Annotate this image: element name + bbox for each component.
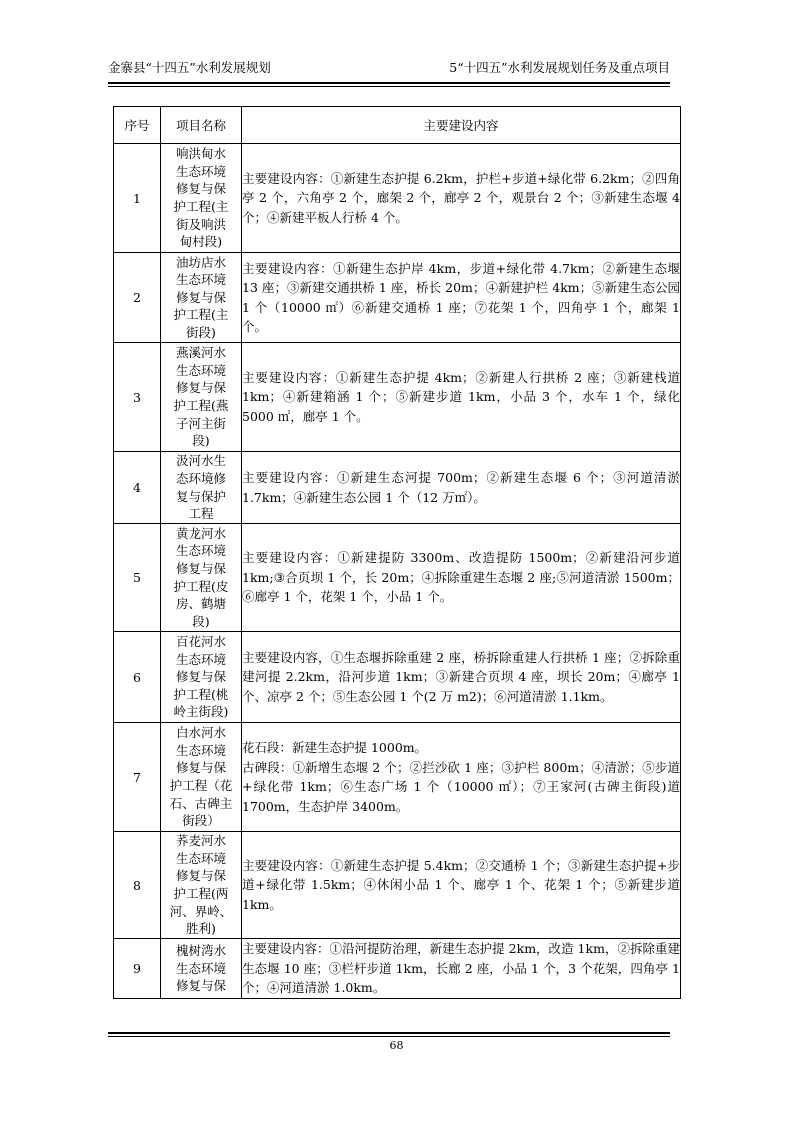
project-name-line: 护工程（花 bbox=[169, 778, 233, 793]
cell-number: 2 bbox=[114, 253, 161, 343]
project-name-line: 修复与保 bbox=[175, 380, 226, 396]
table-row bbox=[114, 939, 681, 999]
content-paragraph: 花石段：新建生态护提 1000m。 bbox=[242, 740, 428, 755]
cell-number: 6 bbox=[114, 632, 161, 723]
project-name-line: 街段) bbox=[186, 324, 216, 340]
cell-project-name bbox=[161, 144, 242, 253]
page-number: 68 bbox=[389, 1039, 404, 1052]
header-rule-thin bbox=[108, 86, 670, 87]
project-name-line: 石、古碑主 bbox=[169, 795, 233, 811]
project-name-line: 子河主街 bbox=[175, 415, 226, 431]
project-name-line: 生态环境 bbox=[175, 651, 226, 667]
header-rule bbox=[108, 82, 670, 84]
project-name-line: 护工程(主 bbox=[173, 199, 229, 214]
project-name-line: 修复与保 bbox=[175, 669, 226, 685]
project-name-line: 荞麦河水 bbox=[175, 833, 226, 849]
project-name-line: 胜利) bbox=[186, 921, 216, 937]
footer-rule-thin bbox=[108, 1036, 670, 1037]
project-name-line: 燕溪河水 bbox=[175, 345, 226, 361]
cell-number: 8 bbox=[114, 832, 161, 939]
cell-project-name bbox=[161, 632, 242, 723]
project-name-line: 甸村段) bbox=[179, 234, 223, 250]
project-name-line: 房、鹤塘 bbox=[175, 596, 226, 612]
project-name-line: 段) bbox=[192, 613, 210, 629]
page-header bbox=[108, 58, 670, 78]
table-row bbox=[114, 632, 681, 723]
project-name-line: 护工程(两 bbox=[173, 886, 229, 901]
cell-construction-content bbox=[242, 723, 681, 832]
content-paragraph: 主要建设内容：①新建提防 3300m、改造提防 1500m；②新建沿河步道 1km;③合页坝 1 个，长 20m；④拆除重建生态堰 2 座;⑤河道清淤 1500m；⑥廊亭 1 个，花架 1 个，小品 1 个。 bbox=[242, 550, 680, 605]
project-name-line: 街段） bbox=[182, 813, 220, 829]
cell-number: 5 bbox=[114, 524, 161, 632]
project-name-line: 百花河水 bbox=[175, 634, 226, 650]
content-paragraph: 古碑段：①新增生态堰 2 个；②拦沙砍 1 座；③护栏 800m；④清淤；⑤步道+绿化带 1km；⑥生态广场 1 个（10000 ㎡）；⑦王家河(古碑主街段)道 1700m，生态护岸 3400m。 bbox=[242, 759, 680, 814]
cell-project-name bbox=[161, 524, 242, 632]
table-row bbox=[114, 253, 681, 343]
content-paragraph: 主要建设内容：①新建生态护提 6.2km，护栏+步道+绿化带 6.2km；②四角亭 2 个，六角亭 2 个，廊架 2 个，廊亭 2 个，观景台 2 个；③新建生态堰 4 个；④新建平板人行桥 4 个。 bbox=[242, 170, 680, 225]
project-name-line: 生态环境 bbox=[175, 163, 226, 179]
cell-construction-content bbox=[242, 524, 681, 632]
cell-construction-content bbox=[242, 452, 681, 524]
cell-project-name bbox=[161, 343, 242, 452]
table-row bbox=[114, 723, 681, 832]
content-paragraph: 主要建设内容：①新建生态护提 5.4km；②交通桥 1 个；③新建生态护提+步道+绿化带 1.5km；④休闲小品 1 个、廊亭 1 个、花架 1 个；⑤新建步道 1km。 bbox=[242, 857, 680, 912]
table-row bbox=[114, 832, 681, 939]
cell-construction-content bbox=[242, 832, 681, 939]
cell-construction-content bbox=[242, 253, 681, 343]
project-name-line: 修复与保 bbox=[175, 868, 226, 884]
cell-number: 3 bbox=[114, 343, 161, 452]
cell-number: 4 bbox=[114, 452, 161, 524]
content-paragraph: 主要建设内容：①新建生态护提 4km；②新建人行拱桥 2 座；③新建栈道 1km；④新建箱涵 1 个；⑤新建步道 1km，小品 3 个，水车 1 个，绿化 5000 ㎡，廊亭 1 个。 bbox=[242, 369, 680, 424]
project-name-line: 护工程(桃 bbox=[173, 686, 229, 702]
project-name-line: 油坊店水 bbox=[175, 254, 226, 270]
project-name-line: 白水河水 bbox=[175, 725, 226, 741]
project-name-line: 生态环境 bbox=[175, 850, 226, 866]
cell-number: 1 bbox=[114, 144, 161, 253]
project-name-line: 生态环境 bbox=[175, 960, 226, 976]
cell-number: 7 bbox=[114, 723, 161, 832]
cell-construction-content bbox=[242, 144, 681, 253]
cell-project-name bbox=[161, 723, 242, 832]
table-header-row bbox=[114, 107, 681, 144]
project-name-line: 工程 bbox=[188, 506, 214, 522]
content-paragraph: 主要建设内容，①生态堰拆除重建 2 座，桥拆除重建人行拱桥 1 座；②拆除重建河提 2.2km，沿河步道 1km；③新建合页坝 4 座，坝长 20m；④廊亭 1 个、凉亭 2 个；⑤生态公园 1 个(2 万 m2)；⑥河道清淤 1.1km。 bbox=[242, 649, 680, 704]
cell-construction-content bbox=[242, 343, 681, 452]
project-name-line: 响洪甸水 bbox=[175, 146, 226, 162]
content-paragraph: 主要建设内容：①沿河提防治理，新建生态护提 2km，改造 1km，②拆除重建生态堰 10 座；③栏杆步道 1km，长廊 2 座，小品 1 个，3 个花架，四角亭 1 个；④河道清淤 1.0km。 bbox=[242, 941, 680, 996]
project-name-line: 汲河水生 bbox=[175, 453, 226, 469]
project-name-line: 生态环境 bbox=[175, 272, 226, 288]
project-name-line: 段) bbox=[192, 433, 210, 449]
project-name-line: 修复与保 bbox=[175, 181, 226, 197]
header-document-title: 金寨县“十四五”水利发展规划 bbox=[108, 60, 271, 75]
project-name-line: 槐树湾水 bbox=[175, 943, 226, 959]
content-paragraph: 主要建设内容：①新建生态护岸 4km，步道+绿化带 4.7km；②新建生态堰 13 座；③新建交通拱桥 1 座，桥长 20m；④新建护栏 4km；⑤新建生态公园 1 个（10000 ㎡）⑥新建交通桥 1 座；⑦花架 1 个，四角亭 1 个，廊架 1 个。 bbox=[242, 260, 680, 334]
cell-project-name bbox=[161, 939, 242, 999]
content-paragraph: 主要建设内容：①新建生态河提 700m；②新建生态堰 6 个；③河道清淤 1.7km；④新建生态公园 1 个（12 万㎡）。 bbox=[242, 470, 680, 505]
project-name-line: 生态环境 bbox=[175, 742, 226, 758]
project-name-line: 护工程(主 bbox=[173, 307, 229, 323]
project-name-line: 生态环境 bbox=[175, 362, 226, 378]
cell-project-name bbox=[161, 452, 242, 524]
project-name-line: 修复与保 bbox=[175, 560, 226, 576]
project-name-line: 岭主街段) bbox=[173, 704, 229, 720]
cell-number: 9 bbox=[114, 939, 161, 999]
project-name-line: 修复与保 bbox=[175, 978, 226, 994]
cell-project-name bbox=[161, 832, 242, 939]
project-name-line: 态环境修 bbox=[175, 470, 226, 486]
project-name-line: 复与保护 bbox=[175, 488, 226, 504]
table-row bbox=[114, 144, 681, 253]
cell-construction-content bbox=[242, 939, 681, 999]
project-name-line: 护工程(燕 bbox=[173, 398, 229, 413]
project-name-line: 黄龙河水 bbox=[175, 525, 226, 541]
table-row bbox=[114, 524, 681, 632]
project-table bbox=[113, 106, 681, 999]
header-chapter-title: 5“十四五”水利发展规划任务及重点项目 bbox=[449, 60, 670, 75]
table-row bbox=[114, 452, 681, 524]
table-row bbox=[114, 343, 681, 452]
project-name-line: 护工程(皮 bbox=[173, 578, 229, 594]
project-name-line: 修复与保 bbox=[175, 289, 226, 305]
project-name-line: 街及响洪 bbox=[175, 216, 226, 232]
column-header-number: 序号 bbox=[114, 107, 161, 144]
cell-construction-content bbox=[242, 632, 681, 723]
footer-rule bbox=[108, 1032, 670, 1034]
project-name-line: 修复与保 bbox=[175, 760, 226, 776]
project-name-line: 生态环境 bbox=[175, 543, 226, 559]
column-header-content: 主要建设内容 bbox=[242, 107, 681, 144]
project-name-line: 河、界岭、 bbox=[169, 903, 233, 919]
cell-project-name bbox=[161, 253, 242, 343]
column-header-project-name: 项目名称 bbox=[161, 107, 242, 144]
